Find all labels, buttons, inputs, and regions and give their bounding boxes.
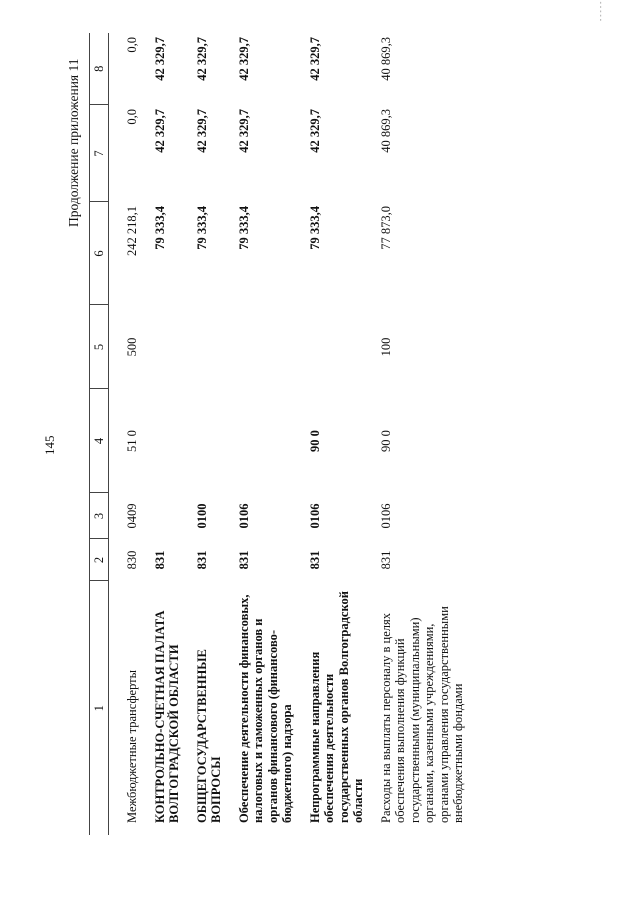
column-header: 5 (90, 305, 109, 389)
cell-ministry-code: 831 (194, 550, 209, 570)
cell-target-article (191, 389, 233, 493)
cell-section-code (149, 493, 191, 539)
cell-amount-col6: 242 218,1 (125, 206, 139, 256)
row-name: Непрограммные направления обеспечения деятельности государственных органов Волгоградской области (307, 591, 365, 823)
cell-section-code: 0106 (236, 503, 251, 529)
cell-amount-col8: 42 329,7 (152, 37, 167, 81)
row-name: КОНТРОЛЬНО-СЧЕТНАЯ ПАЛАТА ВОЛГОГРАДСКОЙ ОБЛАСТИ (152, 610, 181, 823)
cell-expense-type (233, 305, 304, 389)
cell-amount-col8: 0,0 (125, 37, 139, 53)
table-row (304, 33, 375, 835)
budget-table (89, 33, 475, 835)
cell-section-code: 0106 (307, 503, 322, 529)
cell-target-article: 51 0 (125, 430, 139, 452)
cell-amount-col7: 0,0 (125, 109, 139, 125)
header-row (90, 33, 109, 835)
cell-amount-col7: 42 329,7 (236, 109, 251, 153)
column-header: 2 (90, 539, 109, 581)
table-row (149, 33, 191, 835)
cell-target-article: 90 0 (307, 430, 322, 452)
cell-expense-type: 100 (378, 337, 393, 357)
table-row (191, 33, 233, 835)
cell-target-article: 90 0 (378, 430, 393, 452)
cell-amount-col6: 79 333,4 (307, 206, 322, 250)
row-name: Межбюджетные трансферты (125, 669, 139, 823)
cell-ministry-code: 830 (125, 550, 139, 570)
cell-amount-col6: 79 333,4 (194, 206, 209, 250)
cell-amount-col6: 79 333,4 (152, 206, 167, 250)
column-header: 7 (90, 105, 109, 202)
column-header: 4 (90, 389, 109, 493)
cell-amount-col8: 42 329,7 (236, 37, 251, 81)
cell-target-article (233, 389, 304, 493)
column-header: 6 (90, 202, 109, 305)
cell-expense-type (149, 305, 191, 389)
cell-ministry-code: 831 (236, 550, 251, 570)
row-name: Обеспечение деятельности финансовых, налоговых и таможенных органов и органов финансового (финансово-бюджетного) надзора (236, 594, 294, 823)
column-header: 1 (90, 581, 109, 835)
table-row (109, 33, 149, 835)
appendix-continuation-label: Продолжение приложения 11 (66, 58, 81, 227)
cell-amount-col7: 42 329,7 (194, 109, 209, 153)
page-number: 145 (42, 435, 57, 455)
cell-amount-col8: 42 329,7 (307, 37, 322, 81)
cell-section-code: 0106 (378, 503, 393, 529)
cell-expense-type (191, 305, 233, 389)
column-header: 8 (90, 33, 109, 105)
table-row (233, 33, 304, 835)
table-row (375, 33, 475, 835)
cell-amount-col7: 42 329,7 (152, 109, 167, 153)
cell-amount-col6: 79 333,4 (236, 206, 251, 250)
cell-amount-col8: 40 869,3 (378, 37, 393, 81)
cell-expense-type (304, 305, 375, 389)
cell-amount-col7: 40 869,3 (378, 109, 393, 153)
row-name: ОБЩЕГОСУДАРСТВЕННЫЕ ВОПРОСЫ (194, 649, 223, 823)
cell-section-code: 0409 (125, 503, 139, 529)
cell-target-article (149, 389, 191, 493)
cell-amount-col6: 77 873,0 (378, 206, 393, 250)
cell-expense-type: 500 (125, 337, 139, 357)
corner-mark: - - - - - (598, 1, 605, 21)
cell-ministry-code: 831 (152, 550, 167, 570)
cell-ministry-code: 831 (378, 550, 393, 570)
cell-section-code: 0100 (194, 503, 209, 529)
cell-amount-col7: 42 329,7 (307, 109, 322, 153)
column-header: 3 (90, 493, 109, 539)
row-name: Расходы на выплаты персоналу в целях обеспечения выполнения функций государственными (муниципальными) органами, казенными учреждениями, органами управления государственными внебюджетными фондами (378, 606, 465, 823)
cell-ministry-code: 831 (307, 550, 322, 570)
cell-amount-col8: 42 329,7 (194, 37, 209, 81)
